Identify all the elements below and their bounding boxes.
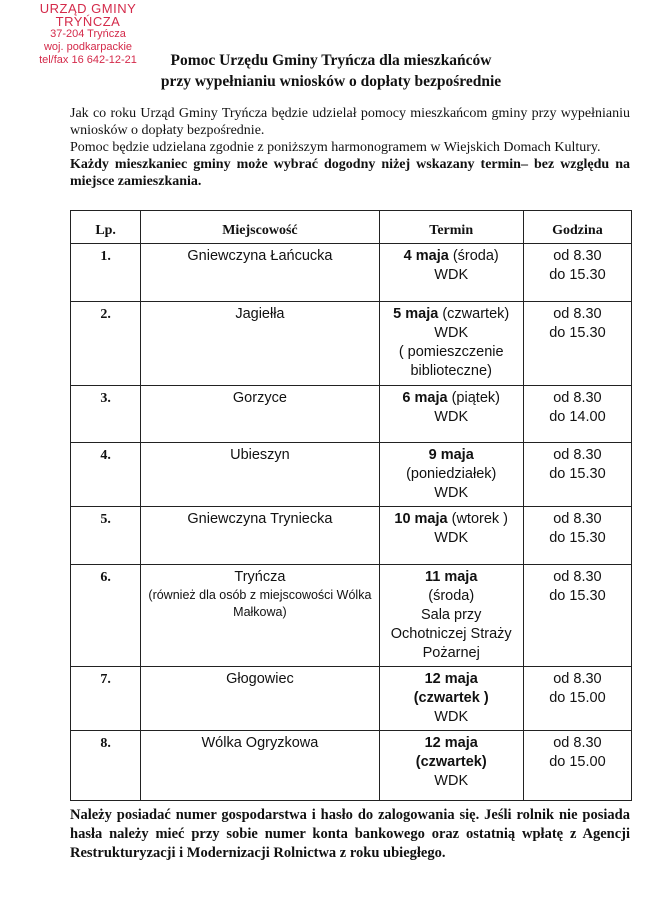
term-date: 10 maja — [394, 511, 448, 527]
stamp-office-name: URZĄD GMINY TRYŃCZA — [39, 1, 137, 29]
hour-from: od 8.30 — [553, 511, 602, 527]
row-term — [379, 565, 523, 667]
place-name: Tryńcza — [234, 569, 286, 585]
row-number: 1. — [100, 249, 111, 264]
row-hours — [523, 565, 631, 667]
row-hours — [523, 244, 631, 302]
term-detail: ( pomieszczenie — [398, 344, 504, 360]
term-detail: Pożarnej — [422, 645, 480, 661]
document-title — [0, 50, 662, 92]
table-row — [71, 443, 632, 507]
term-detail: WDK — [434, 485, 469, 501]
row-place — [141, 443, 379, 507]
row-lp — [71, 731, 141, 801]
term-weekday: (wtorek ) — [447, 511, 509, 527]
row-hours — [523, 443, 631, 507]
table-row — [71, 386, 632, 443]
row-number: 8. — [100, 736, 111, 751]
hour-from: od 8.30 — [553, 569, 602, 585]
term-date: 5 maja — [393, 306, 439, 322]
row-place — [141, 386, 379, 443]
term-weekday: (czwartek) — [438, 306, 510, 322]
hour-to: do 15.30 — [549, 466, 606, 482]
row-term — [379, 443, 523, 507]
row-hours — [523, 667, 631, 731]
row-hours — [523, 386, 631, 443]
term-date: 9 maja — [428, 447, 474, 463]
term-date: 12 maja — [424, 671, 478, 687]
term-detail: (poniedziałek) — [406, 466, 497, 482]
table-row — [71, 507, 632, 565]
row-number: 4. — [100, 448, 111, 463]
term-weekday: (środa) — [448, 248, 499, 264]
row-number: 6. — [100, 570, 111, 585]
hour-to: do 14.00 — [549, 409, 606, 425]
row-hours — [523, 731, 631, 801]
term-detail: (czwartek) — [415, 754, 487, 770]
table-header-row — [71, 211, 632, 244]
place-name: Jagiełła — [235, 306, 285, 322]
schedule-table — [70, 210, 632, 801]
row-lp — [71, 386, 141, 443]
row-term — [379, 302, 523, 386]
row-place — [141, 244, 379, 302]
table-row — [71, 244, 632, 302]
row-lp — [71, 565, 141, 667]
row-place — [141, 507, 379, 565]
footer-note: Należy posiadać numer gospodarstwa i hasło do zalogowania się. Jeśli rolnik nie posiada hasła należy mieć przy sobie numer konta bankowego oraz ostatnią wpłatę z Agencji Restrukturyzacji i Modernizacji Rolnictwa z roku ubiegłego. — [70, 807, 630, 861]
title-line-2: przy wypełnianiu wniosków o dopłaty bezpośrednie — [160, 73, 502, 90]
intro-paragraph-1: Jak co roku Urząd Gminy Tryńcza będzie udzielał pomocy mieszkańcom gminy przy wypełnianiu wniosków o dopłaty bezpośrednie. — [70, 106, 630, 138]
hour-from: od 8.30 — [553, 306, 602, 322]
term-weekday: (piątek) — [447, 390, 500, 406]
term-detail: biblioteczne) — [410, 363, 492, 379]
row-place — [141, 302, 379, 386]
hour-to: do 15.00 — [549, 754, 606, 770]
row-place — [141, 565, 379, 667]
table-row — [71, 731, 632, 801]
term-detail: WDK — [434, 530, 469, 546]
place-note: (również dla osób z miejscowości Wólka Małkowa) — [148, 588, 372, 619]
term-detail: WDK — [434, 325, 469, 341]
place-name: Gniewczyna Tryniecka — [187, 511, 333, 527]
row-term — [379, 244, 523, 302]
term-detail: WDK — [434, 773, 469, 789]
row-number: 5. — [100, 512, 111, 527]
hour-from: od 8.30 — [553, 735, 602, 751]
intro-paragraph-3: Każdy mieszkaniec gminy może wybrać dogodny niżej wskazany termin– bez względu na miejsce zamieszkania. — [70, 157, 630, 189]
stamp-phone: tel/fax 16 642-12-21 — [39, 54, 137, 66]
hour-to: do 15.00 — [549, 690, 606, 706]
place-name: Gorzyce — [232, 390, 287, 406]
term-detail: (czwartek ) — [413, 690, 489, 706]
title-line-1: Pomoc Urzędu Gminy Tryńcza dla mieszkańców — [170, 52, 492, 69]
hour-to: do 15.30 — [549, 588, 606, 604]
table-row — [71, 565, 632, 667]
row-hours — [523, 507, 631, 565]
hour-from: od 8.30 — [553, 248, 602, 264]
term-date: 11 maja — [424, 569, 478, 585]
place-name: Ubieszyn — [230, 447, 290, 463]
table-row — [71, 302, 632, 386]
hour-from: od 8.30 — [553, 390, 602, 406]
row-number: 2. — [100, 307, 111, 322]
term-date: 4 maja — [403, 248, 449, 264]
hour-to: do 15.30 — [549, 325, 606, 341]
row-number: 3. — [100, 391, 111, 406]
row-place — [141, 667, 379, 731]
row-term — [379, 731, 523, 801]
term-detail: WDK — [434, 267, 469, 283]
intro-paragraph-2: Pomoc będzie udzielana zgodnie z poniższym harmonogramem w Wiejskich Domach Kultury. — [70, 140, 601, 155]
table-row — [71, 667, 632, 731]
term-date: 6 maja — [402, 390, 448, 406]
row-place — [141, 731, 379, 801]
term-date: 12 maja — [424, 735, 478, 751]
row-lp — [71, 507, 141, 565]
place-name: Głogowiec — [226, 671, 294, 687]
term-detail: (środa) — [428, 588, 475, 604]
header-term: Termin — [379, 211, 523, 244]
header-lp: Lp. — [71, 211, 141, 244]
place-name: Wólka Ogryzkowa — [201, 735, 319, 751]
row-lp — [71, 667, 141, 731]
row-term — [379, 386, 523, 443]
row-term — [379, 667, 523, 731]
row-term — [379, 507, 523, 565]
row-number: 7. — [100, 672, 111, 687]
stamp-postal-code: 37-204 Tryńcza — [50, 28, 126, 40]
hour-to: do 15.30 — [549, 267, 606, 283]
term-detail: WDK — [434, 709, 469, 725]
stamp-voivodeship: woj. podkarpackie — [43, 41, 133, 53]
row-lp — [71, 443, 141, 507]
term-detail: Sala przy Ochotniczej Straży — [390, 607, 512, 642]
row-hours — [523, 302, 631, 386]
header-place: Miejscowość — [141, 211, 379, 244]
term-detail: WDK — [434, 409, 469, 425]
row-lp — [71, 302, 141, 386]
hour-from: od 8.30 — [553, 671, 602, 687]
row-lp — [71, 244, 141, 302]
intro-text — [70, 105, 630, 190]
place-name: Gniewczyna Łańcucka — [187, 248, 333, 264]
hour-from: od 8.30 — [553, 447, 602, 463]
header-hour: Godzina — [523, 211, 631, 244]
hour-to: do 15.30 — [549, 530, 606, 546]
